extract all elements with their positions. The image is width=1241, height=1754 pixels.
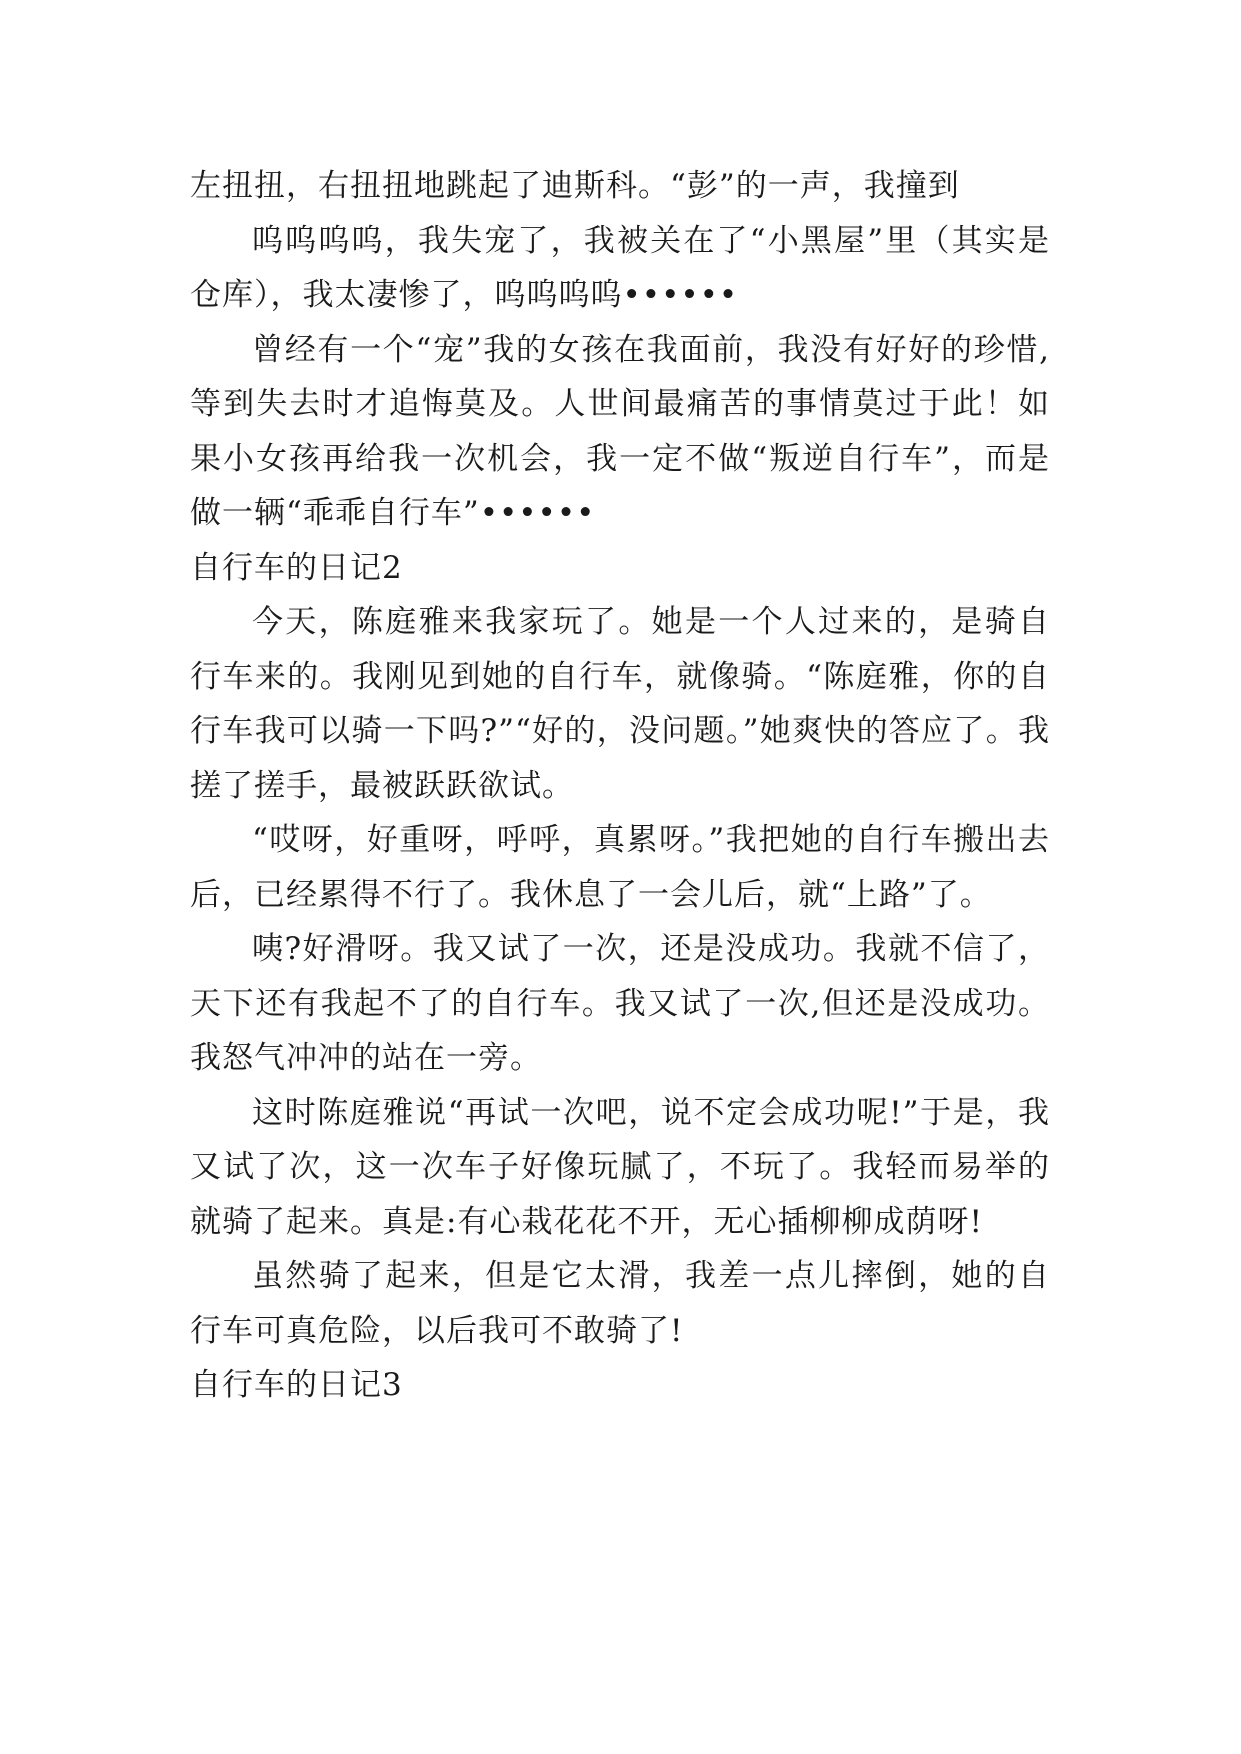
section-heading: 自行车的日记2 — [190, 549, 403, 586]
paragraph-continuation: 左扭扭，右扭扭地跳起了迪斯科。“彭”的一声，我撞到 — [190, 168, 960, 204]
paragraph: 呜呜呜呜，我失宠了，我被关在了“小黑屋”里（其实是仓库），我太凄惨了，呜呜呜呜•••••• — [190, 222, 1050, 313]
paragraph: “哎呀，好重呀，呼呼，真累呀。”我把她的自行车搬出去后，已经累得不行了。我休息了一会儿后，就“上路”了。 — [190, 822, 1050, 913]
document-body — [190, 159, 1050, 1413]
paragraph: 这时陈庭雅说“再试一次吧，说不定会成功呢!”于是，我又试了次，这一次车子好像玩腻了，不玩了。我轻而易举的就骑了起来。真是:有心栽花花不开，无心插柳柳成荫呀! — [190, 1094, 1050, 1240]
paragraph: 曾经有一个“宠”我的女孩在我面前，我没有好好的珍惜,等到失去时才追悔莫及。人世间最痛苦的事情莫过于此！如果小女孩再给我一次机会，我一定不做“叛逆自行车”，而是做一辆“乖乖自行车”•••••• — [190, 331, 1050, 531]
paragraph: 今天，陈庭雅来我家玩了。她是一个人过来的，是骑自行车来的。我刚见到她的自行车，就像骑。“陈庭雅，你的自行车我可以骑一下吗?”“好的，没问题。”她爽快的答应了。我搓了搓手，最被跃跃欲试。 — [190, 604, 1050, 804]
paragraph: 虽然骑了起来，但是它太滑，我差一点儿摔倒，她的自行车可真危险，以后我可不敢骑了! — [190, 1258, 1050, 1349]
paragraph: 咦?好滑呀。我又试了一次，还是没成功。我就不信了，天下还有我起不了的自行车。我又试了一次,但还是没成功。我怒气冲冲的站在一旁。 — [190, 931, 1050, 1076]
section-heading: 自行车的日记3 — [190, 1367, 403, 1403]
